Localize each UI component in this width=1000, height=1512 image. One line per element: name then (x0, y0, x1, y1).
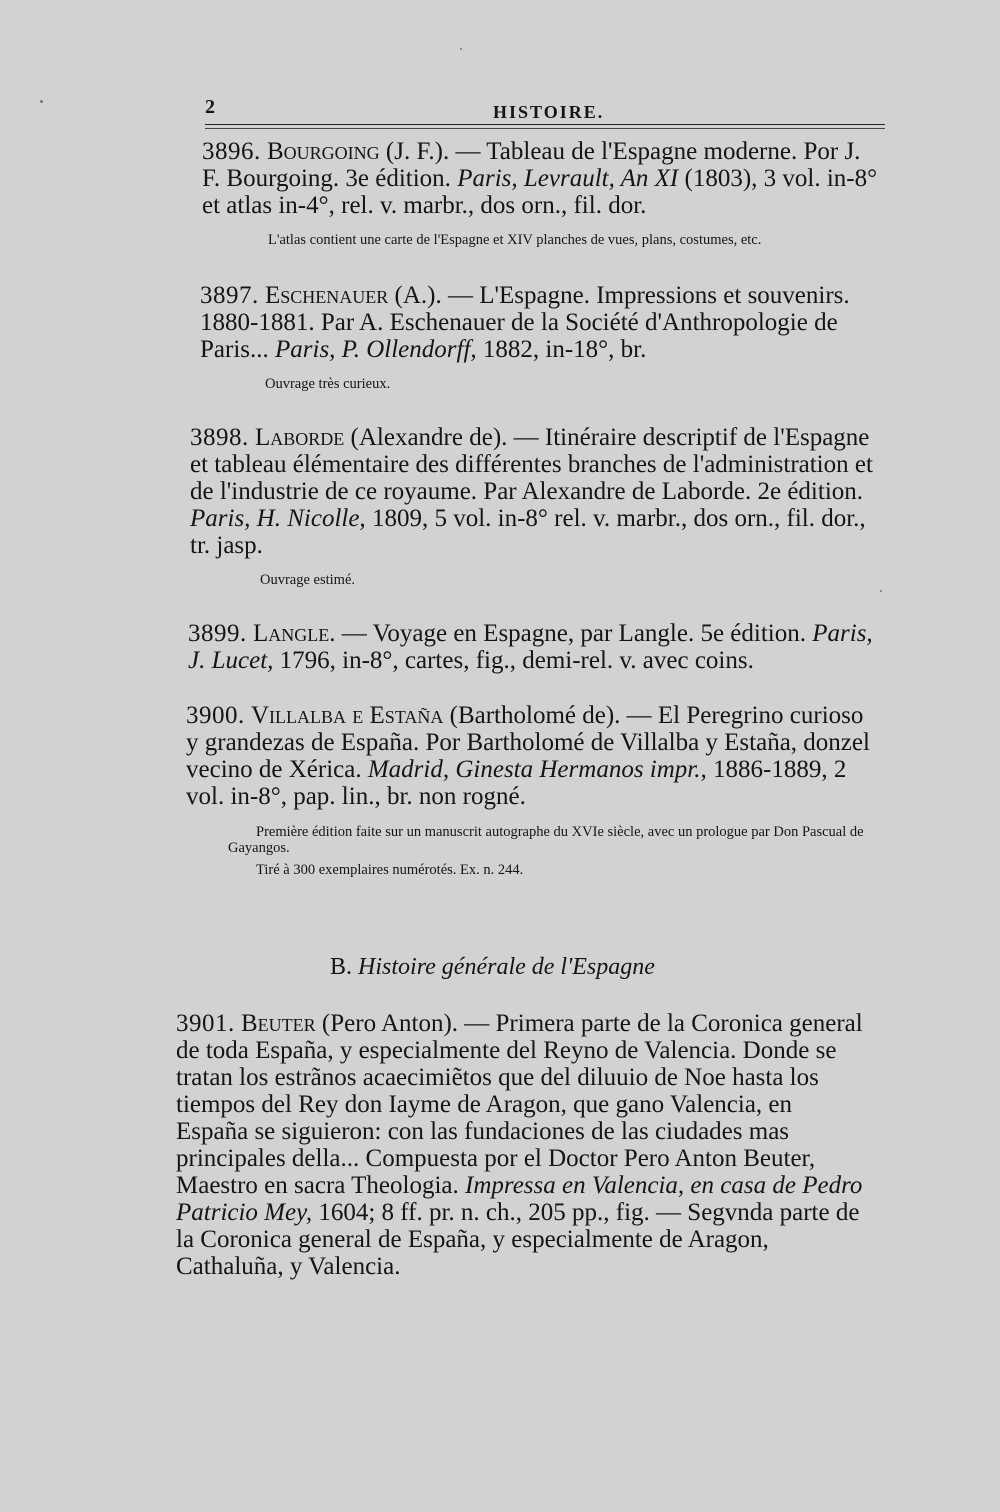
entry-details: 1809, 5 vol. in-8° rel. v. marbr., dos orn., fil. dor., tr. jasp. (190, 505, 866, 559)
section-title: Histoire générale de l'Espagne (358, 954, 655, 980)
paper-speck (880, 590, 882, 592)
entry-imprint: Paris, Levrault, An XI (457, 165, 679, 192)
catalogue-entry (188, 620, 878, 674)
entry-author: Villalba e Estaña (251, 702, 444, 729)
entry-text: (J. F.). — Tableau de l'Espagne moderne. Por J. F. Bourgoing. 3e édition. (202, 138, 861, 192)
header-rule (205, 124, 885, 125)
section-heading (330, 954, 655, 981)
entry-imprint: Paris, J. Lucet, (188, 620, 873, 674)
page-header (205, 96, 885, 130)
entry-details: 1796, in-8°, cartes, fig., demi-rel. v. avec coins. (279, 647, 754, 674)
entry-note: L'atlas contient une carte de l'Espagne et XIV planches de vues, plans, costumes, etc. (268, 232, 762, 248)
catalogue-entry (186, 702, 876, 810)
entry-note: Ouvrage très curieux. (265, 376, 391, 392)
catalogue-entry (202, 138, 882, 219)
entry-text: — Voyage en Espagne, par Langle. 5e édition. (341, 620, 806, 647)
entry-note: Ouvrage estimé. (260, 572, 356, 588)
paper-speck (460, 48, 462, 50)
entry-details: (1803), 3 vol. in-8° et atlas in-4°, rel. v. marbr., dos orn., fil. dor. (202, 165, 878, 219)
paper-speck (40, 100, 43, 103)
entry-imprint: Paris, P. Ollendorff, (275, 336, 477, 363)
entry-details: 1604; 8 ff. pr. n. ch., 205 pp., fig. — Segvnda parte de la Coronica general de España, y especialmente de Aragon, Cathaluña, y Valencia. (176, 1199, 860, 1280)
entry-imprint: Madrid, Ginesta Hermanos impr., (367, 756, 707, 783)
entry-number: 3901. (176, 1010, 235, 1037)
header-rule-thin (205, 128, 885, 129)
entry-note-print-run: Tiré à 300 exemplaires numérotés. Ex. n. 244. (256, 862, 524, 878)
page-number: 2 (205, 96, 215, 118)
entry-text: (A.). — L'Espagne. Impressions et souvenirs. 1880-1881. Par A. Eschenauer de la Société d'Anthropologie de Paris... (200, 282, 850, 363)
entry-text: (Bartholomé de). — El Peregrino curioso y grandezas de España. Por Bartholomé de Villalba y Estaña, donzel vecino de Xérica. (186, 702, 870, 783)
section-letter: B. (330, 954, 353, 980)
entry-number: 3899. (188, 620, 247, 647)
entry-author: Bourgoing (267, 138, 380, 165)
catalogue-entry (200, 282, 880, 363)
entry-author: Laborde (255, 424, 345, 451)
entry-number: 3896. (202, 138, 261, 165)
entry-text: (Alexandre de). — Itinéraire descriptif de l'Espagne et tableau élémentaire des différentes branches de l'administration et de l'industrie de ce royaume. Par Alexandre de Laborde. 2e édition. (190, 424, 873, 505)
entry-details: 1882, in-18°, br. (482, 336, 647, 363)
entry-note: Première édition faite sur un manuscrit autographe du XVIe siècle, avec un prologue par Don Pascual de Gayangos. (228, 824, 864, 856)
entry-number: 3898. (190, 424, 249, 451)
catalogue-entry (190, 424, 880, 559)
entry-text: (Pero Anton). — Primera parte de la Coronica general de toda España, y especialmente del Reyno de Valencia. Donde se tratan los estrãnos acaecimiẽtos que del diluuio de Noe hasta los tiempos del Rey don Iayme de Aragon, que gano Valencia, en España se siguieron: con las fundaciones de las ciudades mas principales della... Compuesta por el Doctor Pero Anton Beuter, Maestro en sacra Theologia. (176, 1010, 863, 1199)
entry-author: Eschenauer (265, 282, 389, 309)
running-head: HISTOIRE. (493, 102, 605, 122)
entry-imprint: Impressa en Valencia, en casa de Pedro Patricio Mey, (176, 1172, 863, 1226)
entry-imprint: Paris, H. Nicolle, (190, 505, 366, 532)
entry-number: 3897. (200, 282, 259, 309)
entry-details: 1886-1889, 2 vol. in-8°, pap. lin., br. non rogné. (186, 756, 847, 810)
catalogue-entry (176, 1010, 864, 1280)
entry-author: Beuter (241, 1010, 316, 1037)
entry-author: Langle. (253, 620, 336, 647)
entry-number: 3900. (186, 702, 245, 729)
